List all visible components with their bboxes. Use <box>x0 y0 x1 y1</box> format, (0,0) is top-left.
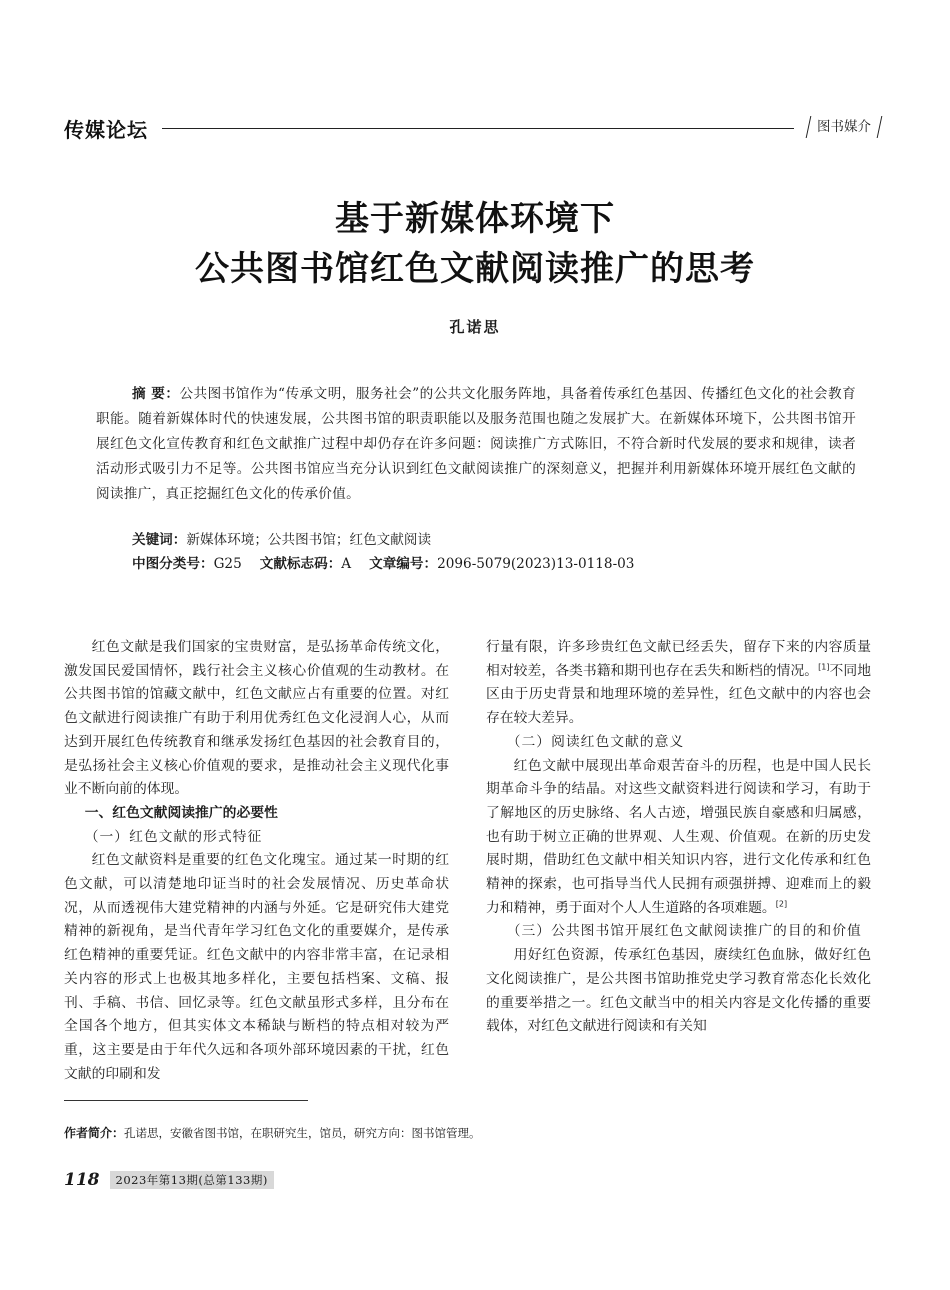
paragraph: 红色文献是我们国家的宝贵财富，是弘扬革命传统文化，激发国民爱国情怀，践行社会主义核心价值观的生动教材。在公共图书馆的馆藏文献中，红色文献应占有重要的位置。对红色文献进行阅读推广有助于利用优秀红色文化浸润人心，从而达到开展红色传统教育和继承发扬红色基因的社会教育目的，是弘扬社会主义核心价值观的要求，是推动社会主义现代化事业不断向前的体现。 <box>64 639 449 798</box>
citation-ref: [1] <box>818 662 830 672</box>
abstract <box>96 382 856 507</box>
clc-label: 中图分类号： <box>132 556 214 572</box>
paragraph: 红色文献资料是重要的红色文化瑰宝。通过某一时期的红色文献，可以清楚地印证当时的社会发展情况、历史革命状况，从而透视伟大建党精神的内涵与外延。它是研究伟大建党精神的新视角，是当代青年学习红色文化的重要媒介，是传承红色精神的重要凭证。红色文献中的内容非常丰富，在记录相关内容的形式上也极其地多样化，主要包括档案、文稿、报刊、手稿、书信、回忆录等。红色文献虽形式多样，且分布在全国各个地方，但其实体文本稀缺与断档的特点相对较为严重，这主要是由于年代久远和各项外部环境因素的干扰，红色文献的印刷和发 <box>64 852 449 1082</box>
title-line-2: 公共图书馆红色文献阅读推广的思考 <box>195 249 755 289</box>
running-header <box>64 112 886 146</box>
article-title <box>0 194 950 294</box>
keywords <box>132 528 431 552</box>
abstract-text: 公共图书馆作为“传承文明，服务社会”的公共文化服务阵地，具备着传承红色基因、传播红色文化的社会教育职能。随着新媒体时代的快速发展，公共图书馆的职责职能以及服务范围也随之发展扩大。在新媒体环境下，公共图书馆开展红色文化宣传教育和红色文献推广过程中却仍存在许多问题：阅读推广方式陈旧，不符合新时代发展的要求和规律，读者活动形式吸引力不足等。公共图书馆应当充分认识到红色文献阅读推广的深刻意义，把握并利用新媒体环境开展红色文献的阅读推广，真正挖掘红色文化的传承价值。 <box>96 386 856 502</box>
header-rule <box>162 128 794 129</box>
paragraph-text: 不同地区由于历史背景和地理环境的差异性，红色文献中的内容也会存在较大差异。 <box>486 662 872 727</box>
paragraph-text: 行量有限，许多珍贵红色文献已经丢失，留存下来的内容质量相对较差，各类书籍和期刊也存在丢失和断档的情况。 <box>486 639 871 679</box>
classification-line <box>132 552 634 576</box>
body-column-left <box>64 636 449 1086</box>
section-tag <box>806 116 883 138</box>
abstract-label: 摘 要： <box>132 386 180 402</box>
body-column-right <box>486 636 871 1039</box>
paragraph: 用好红色资源，传承红色基因，赓续红色血脉，做好红色文化阅读推广，是公共图书馆助推党史学习教育常态化长效化的重要举措之一。红色文献当中的相关内容是文化传播的重要载体，对红色文献进行阅读和有关知 <box>486 947 871 1035</box>
keywords-text: 新媒体环境；公共图书馆；红色文献阅读 <box>186 532 432 548</box>
paragraph <box>486 636 871 731</box>
paragraph <box>486 755 871 921</box>
page-number: 118 <box>64 1170 100 1190</box>
paragraph-text: 红色文献中展现出革命艰苦奋斗的历程，也是中国人民长期革命斗争的结晶。对这些文献资料进行阅读和学习，有助于了解地区的历史脉络、名人古迹，增强民族自豪感和归属感，也有助于树立正确的世界观、人生观、价值观。在新的历史发展时期，借助红色文献中相关知识内容，进行文化传承和红色精神的探索，也可指导当代人民拥有顽强拼搏、迎难而上的毅力和精神，勇于面对个人人生道路的各项难题。 <box>486 757 871 916</box>
page-folio <box>64 1169 274 1191</box>
column-name: 传媒论坛 <box>64 118 148 142</box>
subsection-heading: （三）公共图书馆开展红色文献阅读推广的目的和价值 <box>506 923 862 940</box>
doc-code-label: 文献标志码： <box>259 556 342 572</box>
author-name: 孔诺思 <box>449 318 501 336</box>
author-footnote <box>64 1124 886 1141</box>
footnote-label: 作者简介： <box>64 1126 125 1140</box>
subsection-heading: （一）红色文献的形式特征 <box>84 828 263 845</box>
section-heading: 一、红色文献阅读推广的必要性 <box>84 804 278 821</box>
section-tag-label: 图书媒介 <box>817 119 871 135</box>
footnote-rule <box>64 1100 308 1101</box>
subsection-heading: （二）阅读红色文献的意义 <box>506 733 685 750</box>
article-no-value: 2096-5079(2023)13-0118-03 <box>437 556 635 572</box>
footnote-text: 孔诺思，安徽省图书馆，在职研究生，馆员，研究方向：图书馆管理。 <box>124 1126 481 1140</box>
clc-value: G25 <box>213 556 242 572</box>
article-no-label: 文章编号： <box>369 556 438 572</box>
keywords-label: 关键词： <box>132 532 187 548</box>
doc-code-value: A <box>341 556 352 572</box>
issue-info: 2023年第13期(总第133期) <box>110 1171 274 1189</box>
citation-ref: [2] <box>775 899 788 909</box>
title-line-1: 基于新媒体环境下 <box>335 199 615 239</box>
